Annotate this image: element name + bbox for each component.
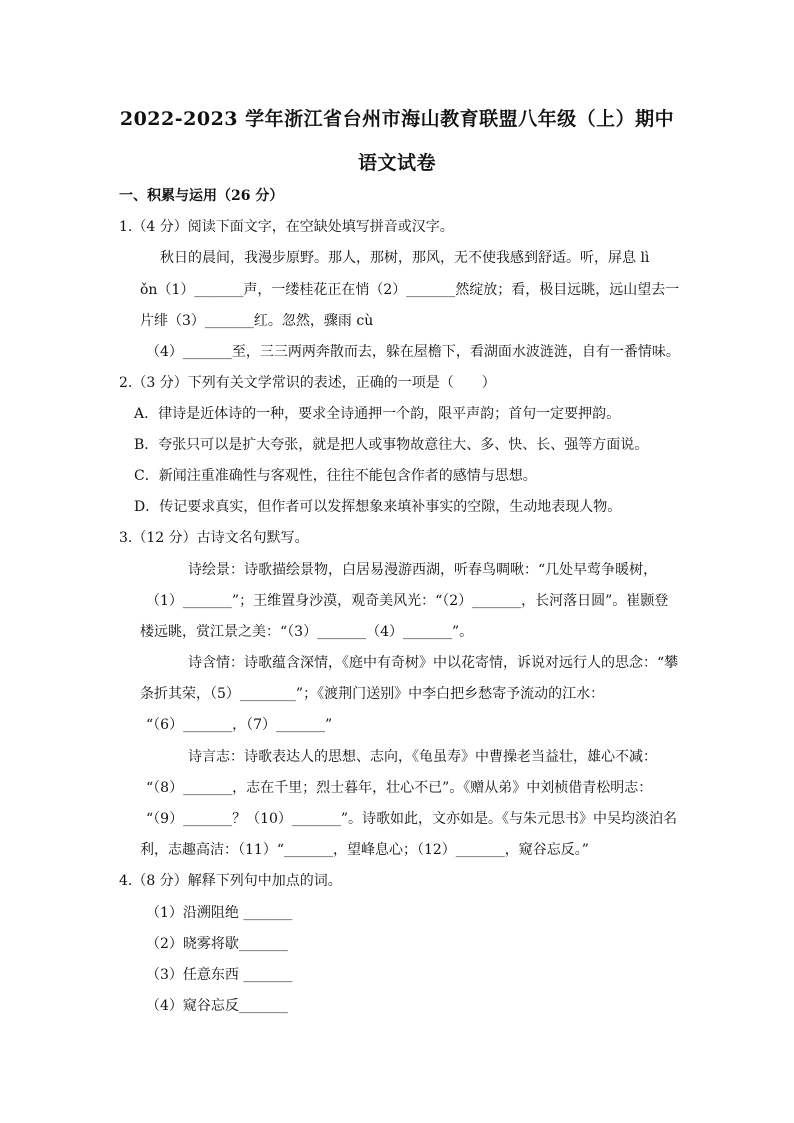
exam-title-line2: 语文试卷 [357,152,436,174]
q4-item-1: （1）沿溯阻绝 _______ [146,905,293,921]
q3-line8: “（8）_______，志在千里；烈士暮年，壮心不已”。《赠从弟》中刘桢借青松明志： [146,780,653,796]
q3-line10: 利，志趣高洁：（11）“_______，望峰息心；（12）_______，窥谷忘反。” [140,842,589,858]
q1-line3: 片绯（3）_______红。忽然，骤雨 cù [140,313,374,329]
q3-line1: 诗绘景：诗歌描绘景物，白居易漫游西湖，听春鸟啁啾：“几处早莺争暖树， [188,562,658,578]
q4-stem: 4.（8 分）解释下列句中加点的词。 [119,873,342,889]
q4-item-2: （2）晓雾将歇_______ [146,936,288,952]
q4-item-4: （4）窥谷忘反_______ [146,998,288,1014]
q1-line1: 秋日的晨间，我漫步原野。那人，那树，那风，无不使我感到舒适。听，屏息 lì [160,250,650,266]
q2-option-b: B．夸张只可以是扩大夸张，就是把人或事物故意往大、多、快、长、强等方面说。 [134,437,649,453]
q3-line7: 诗言志：诗歌表达人的思想、志向，《龟虽寿》中曹操老当益壮，雄心不减： [188,749,657,765]
q2-option-a: A．律诗是近体诗的一种，要求全诗通押一个韵，限平声韵；首句一定要押韵。 [134,406,621,422]
q3-line3: 楼远眺，赏江景之美：“（3）_______（4）_______”。 [140,624,474,640]
q3-line5: 条折其荣，（5）________”；《渡荆门送别》中李白把乡愁寄予流动的江水： [140,686,605,702]
q3-line9: “（9）_______？（10）_______”。诗歌如此，文亦如是。《与朱元思书》中吴均淡泊名 [146,811,678,827]
q3-line4: 诗含情：诗歌蕴含深情，《庭中有奇树》中以花寄情，诉说对远行人的思念：“攀 [188,655,679,671]
q2-option-d: D．传记要求真实，但作者可以发挥想象来填补事实的空隙，生动地表现人物。 [134,499,622,515]
q1-stem: 1.（4 分）阅读下面文字，在空缺处填写拼音或汉字。 [119,219,454,235]
q3-line6: “（6）_______，（7）_______” [146,717,333,733]
q2-stem: 2.（3 分）下列有关文学常识的表述，正确的一项是（ ） [119,375,496,391]
q1-line4: （4）_______至，三三两两奔散而去，躲在屋檐下，看湖面水波涟涟，自有一番情味。 [146,344,680,360]
q4-item-3: （3）任意东西 _______ [146,967,293,983]
q3-stem: 3.（12 分）古诗文名句默写。 [119,530,309,546]
q2-option-c: C．新闻注重准确性与客观性，往往不能包含作者的感情与思想。 [134,468,537,484]
q1-line2: ǒn（1）_______声，一缕桂花正在悄（2）_______然绽放；看，极目远眺，远山望去一 [140,282,680,298]
q3-line2: （1）_______”；王维置身沙漠，观奇美风光：“（2）_______，长河落日圆”。崔颢登 [146,593,669,609]
section-heading: 一、积累与运用（26 分） [119,188,284,204]
exam-title-line1: 2022-2023 学年浙江省台州市海山教育联盟八年级（上）期中 [119,108,675,130]
